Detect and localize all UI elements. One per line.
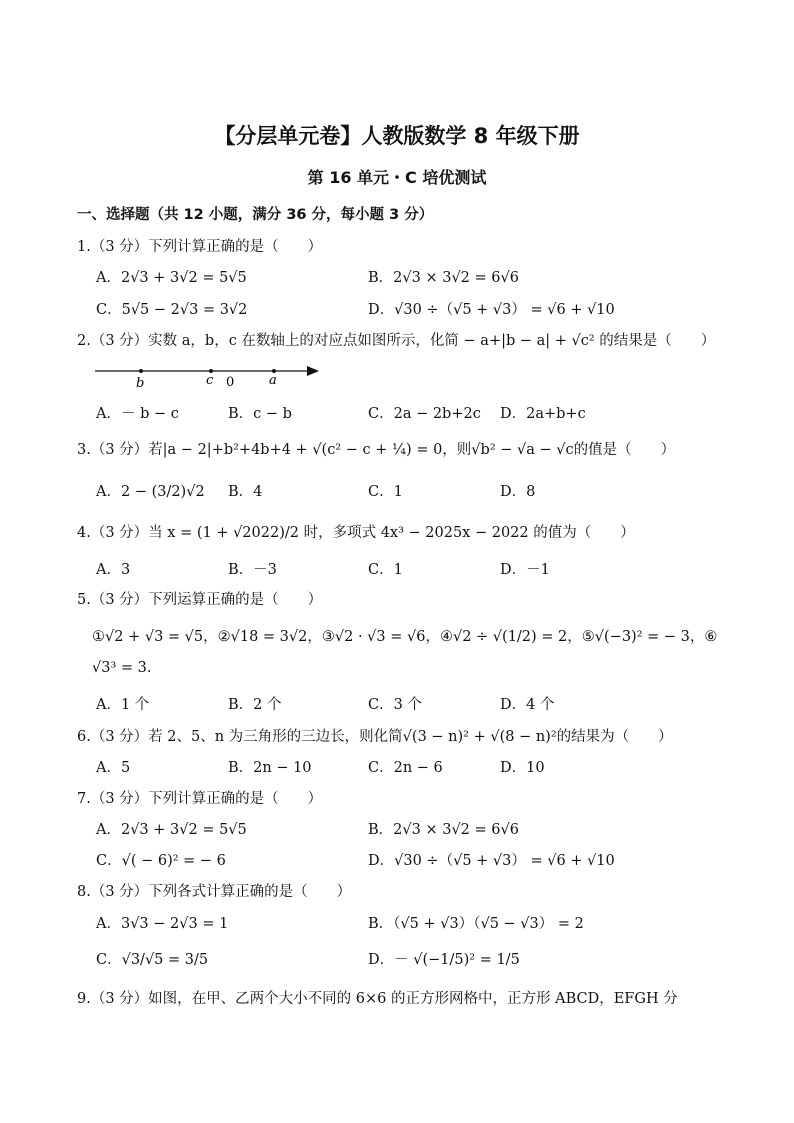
question-8-option-d: D．－ √(−1/5)² = 1/5: [368, 952, 520, 968]
section-heading: 一、选择题（共 12 小题，满分 36 分，每小题 3 分）: [77, 207, 434, 223]
question-3-option-d: D．8: [500, 484, 536, 500]
question-3-stem: 3.（3 分）若|a − 2|+b²+4b+4 + √(c² − c + ¼) = 0，则√b² − √a − √c的值是（ ）: [77, 442, 676, 458]
question-1-stem: 1.（3 分）下列计算正确的是（ ）: [77, 239, 323, 255]
question-2-option-c: C．2a − 2b+2c: [368, 406, 481, 422]
question-5-option-b: B．2 个: [228, 697, 282, 713]
question-9-stem: 9.（3 分）如图，在甲、乙两个大小不同的 6×6 的正方形网格中，正方形 ABCD，EFGH 分: [77, 991, 678, 1007]
question-8-option-a: A．3√3 − 2√3 = 1: [96, 916, 229, 932]
question-6-option-c: C．2n − 6: [368, 760, 443, 776]
number-line-figure: [93, 361, 328, 391]
question-5-stem: 5.（3 分）下列运算正确的是（ ）: [77, 592, 323, 608]
question-6-option-d: D．10: [500, 760, 545, 776]
question-7-option-d: D．√30 ÷（√5 + √3） = √6 + √10: [368, 853, 615, 869]
question-2-option-a: A．－ b − c: [96, 406, 179, 422]
question-4-option-a: A．3: [96, 562, 131, 578]
question-1-option-d: D．√30 ÷（√5 + √3） = √6 + √10: [368, 302, 615, 318]
page-title: 【分层单元卷】人教版数学 8 年级下册: [214, 124, 580, 148]
question-8-option-c: C．√3/√5 = 3/5: [96, 952, 209, 968]
question-7-stem: 7.（3 分）下列计算正确的是（ ）: [77, 791, 323, 807]
page-subtitle: 第 16 单元・C 培优测试: [307, 168, 487, 187]
question-8-option-b: B．（√5 + √3）（√5 − √3） = 2: [368, 916, 584, 932]
question-7-option-b: B．2√3 × 3√2 = 6√6: [368, 822, 519, 838]
question-2-stem: 2.（3 分）实数 a，b，c 在数轴上的对应点如图所示，化简 − a+|b − a| + √c² 的结果是（ ）: [77, 333, 716, 349]
question-1-option-b: B．2√3 × 3√2 = 6√6: [368, 270, 519, 286]
question-2-option-d: D．2a+b+c: [500, 406, 586, 422]
question-4-option-b: B．－3: [228, 562, 277, 578]
question-8-stem: 8.（3 分）下列各式计算正确的是（ ）: [77, 884, 352, 900]
label-zero: 0: [226, 375, 235, 390]
label-b: b: [136, 376, 145, 391]
number-line-arrow: [307, 366, 319, 376]
question-4-option-d: D．－1: [500, 562, 550, 578]
question-7-option-c: C．√( − 6)² = − 6: [96, 853, 226, 869]
question-5-option-a: A．1 个: [96, 697, 150, 713]
question-5-option-d: D．4 个: [500, 697, 555, 713]
question-4-stem: 4.（3 分）当 x = (1 + √2022)/2 时，多项式 4x³ − 2025x − 2022 的值为（ ）: [77, 525, 635, 541]
question-2-option-b: B．c − b: [228, 406, 292, 422]
question-7-option-a: A．2√3 + 3√2 = 5√5: [96, 822, 247, 838]
question-4-option-c: C．1: [368, 562, 403, 578]
question-1-option-a: A．2√3 + 3√2 = 5√5: [96, 270, 247, 286]
question-6-stem: 6.（3 分）若 2、5、n 为三角形的三边长，则化简√(3 − n)² + √(8 − n)²的结果为（ ）: [77, 729, 673, 745]
question-5-option-c: C．3 个: [368, 697, 422, 713]
question-3-option-a: A．2 − (3/2)√2: [96, 484, 205, 500]
question-6-option-b: B．2n − 10: [228, 760, 312, 776]
question-3-option-c: C．1: [368, 484, 403, 500]
question-6-option-a: A．5: [96, 760, 131, 776]
label-a: a: [269, 373, 277, 388]
question-5-statements-line-2: √3³ = 3.: [92, 660, 152, 676]
point-b: [139, 369, 143, 373]
label-c: c: [206, 373, 214, 388]
question-1-option-c: C．5√5 − 2√3 = 3√2: [96, 302, 248, 318]
question-3-option-b: B．4: [228, 484, 263, 500]
question-5-statements-line-1: ①√2 + √3 = √5，②√18 = 3√2，③√2 · √3 = √6，④√2 ÷ √(1/2) = 2，⑤√(−3)² = − 3，⑥: [92, 629, 718, 645]
